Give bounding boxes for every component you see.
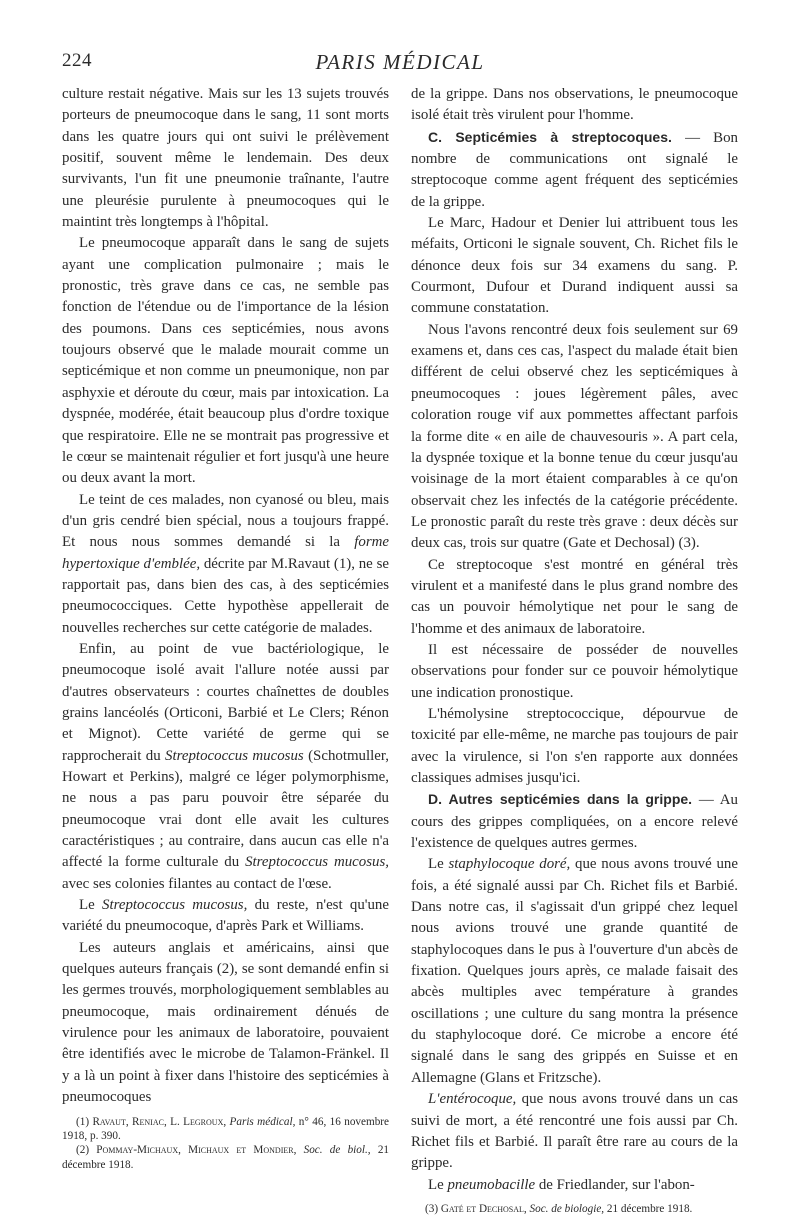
paragraph: L'entérocoque, que nous avons trouvé dans un cas suivi de mort, a été rencontré une fois aussi par Ch. Richet fils et Barbié. Il paraît être rare au cours de la grippe. <box>411 1091 738 1172</box>
paragraph: Les auteurs anglais et américains, ainsi que quelques auteurs français (2), se sont demandé enfin si les germes trouvés, morphologiquement semblables au pneumocoque, mais ordinairement dénués de virulence pour les animaux de laboratoire, pouvaient être identifiés avec le microbe de Talamon-Fränkel. Il y a là un point à fixer dans l'histoire des septicémies à pneumocoques <box>62 939 389 1106</box>
paragraph: Le pneumocoque apparaît dans le sang de sujets ayant une complication pulmonaire ; mais le pronostic, très grave dans ce cas, ne semble pas fonction de l'étendue ou de l'importance de la lésion des poumons. Dans ces septicémies, nous avons toujours observé que le malade mourait comme un septicémique et non comme un pneumonique, non par asphyxie et déroute du cœur, mais par intoxication. La dyspnée, modérée, était beaucoup plus d'ordre toxique que respiratoire. Elle ne se montrait pas progressive et le cœur se maintenait régulier et fort jusqu'à une heure ou deux avant la mort. <box>62 235 389 487</box>
footnote-3: (3) Gaté et Dechosal, Soc. de biologie, 21 décembre 1918. <box>425 1202 693 1215</box>
paragraph: L'hémolysine streptococcique, dépourvue de toxicité par elle-même, ne marche pas toujours de pair avec la virulence, si l'on s'en rapporte aux données classiques admises jusqu'ici. <box>411 705 738 786</box>
paragraph: Le Marc, Hadour et Denier lui attribuent tous les méfaits, Orticoni le signale souvent, Ch. Richet fils le dénonce deux fois sur 34 examens du sang. P. Courmont, Dufour et Durand indiquent aussi sa commune constatation. <box>411 215 738 317</box>
footnote-2: (2) Pommay-Michaux, Michaux et Mondier, Soc. de biol., 21 décembre 1918. <box>62 1144 390 1171</box>
paragraph: Il est nécessaire de posséder de nouvelles observations pour fonder sur ce pouvoir hémolytique une indication pronostique. <box>411 641 738 701</box>
right-column <box>411 84 738 1216</box>
footnotes-left <box>62 1115 389 1173</box>
footnote-1: (1) Ravaut, Reniac, L. Legroux, Paris médical, n° 46, 16 novembre 1918, p. 390. <box>62 1115 389 1142</box>
paragraph: Le pneumobacille de Friedlander, sur l'abon- <box>428 1176 695 1193</box>
paragraph: Le staphylocoque doré, que nous avons trouvé une fois, a été signalé aussi par Ch. Richet fils et Barbié. Dans notre cas, il s'agissait d'un grippé chez lequel nous avions trouvé une grande quantité de staphylocoques dans le pus à l'ouverture d'un abcès de fixation. Quelques jours après, ce malade faisait des abcès multiples avec température à grandes oscillations ; une culture du sang montra la présence du staphylocoque doré. Ce microbe a encore été signalé dans le sang des grippés en Suisse et en Allemagne (Glans et Fritzsche). <box>411 856 738 1086</box>
paragraph: culture restait négative. Mais sur les 13 sujets trouvés porteurs de pneumocoque dans le sang, 11 sont morts dans les quatre jours qui ont suivi le prélèvement positif, souvent même le lendemain. Des deux survivants, l'un fit une pneumonie traînante, l'autre une pleurésie purulente à pneumocoques qui le maintint très longtemps à l'hôpital. <box>62 86 389 231</box>
page-number: 224 <box>62 50 92 71</box>
paragraph: Enfin, au point de vue bactériologique, le pneumocoque isolé avait l'allure notée aussi par d'autres observateurs : courtes chaînettes de doubles grains lancéolés (Orticoni, Barbié et Le Clers; Rénon et Mignot). Cette variété de germe qui se rapprocherait du Streptococcus mucosus (Schotmuller, Howart et Perkins), malgré ce léger polymorphisme, ne nous a pas paru pouvoir être séparée du pneumocoque vrai dont elle avait les cultures caractéristiques ; au contraire, dans aucun cas elle n'a affecté la forme culturale du Streptococcus mucosus, avec ses colonies filantes au contact de l'œse. <box>62 640 389 892</box>
section-heading-c: C. Septicémies à streptocoques. <box>428 128 672 145</box>
paragraph: Ce streptocoque s'est montré en général très virulent et a manifesté dans le plus grand nombre des cas un pouvoir hémolytique net pour le sang de l'homme et des animaux de laboratoire. <box>411 556 738 637</box>
paragraph: D. Autres septicémies dans la grippe. — Au cours des grippes compliquées, on a encore relevé l'existence de quelques autres germes. <box>411 791 738 852</box>
section-heading-d: D. Autres septicémies dans la grippe. <box>428 791 693 808</box>
paragraph: Nous l'avons rencontré deux fois seulement sur 69 examens et, dans ces cas, l'aspect du malade était bien différent de celui observé chez les septicémiques à pneumocoques : joues légèrement pâles, avec coloration rouge vif aux pommettes affectant parfois la forme dite « en aile de chauvesouris ». A part cela, la dyspnée toxique et la bonne tenue du cœur jusqu'au voisinage de la mort étaient comparables à ce qu'on observait chez les infectés de la catégorie précédente. Le pronostic paraît du reste très grave : deux décès sur deux cas, trois sur quatre (Gate et Dechosal) (3). <box>411 321 738 552</box>
paragraph: Le Streptococcus mucosus, du reste, n'est qu'une variété du pneumocoque, d'après Park et Williams. <box>62 897 389 935</box>
left-column <box>62 84 389 1172</box>
page-header <box>62 50 738 76</box>
paragraph: de la grippe. Dans nos observations, le pneumocoque isolé était très virulent pour l'homme. <box>411 86 738 124</box>
running-title: PARIS MÉDICAL <box>315 50 485 74</box>
paragraph: C. Septicémies à streptocoques. — Bon nombre de communications ont signalé le streptocoque comme agent fréquent des septicémies de la grippe. <box>411 128 738 210</box>
footnotes-right <box>411 1202 738 1216</box>
paragraph: Le teint de ces malades, non cyanosé ou bleu, mais d'un gris cendré bien spécial, nous a toujours frappé. Et nous nous sommes demandé si la forme hypertoxique d'emblée, décrite par M.Ravaut (1), ne se rapportait pas, dans bien des cas, à des septicémies pneumococciques. Cette hypothèse appellerait de nouvelles recherches sur cette catégorie de malades. <box>62 491 389 636</box>
